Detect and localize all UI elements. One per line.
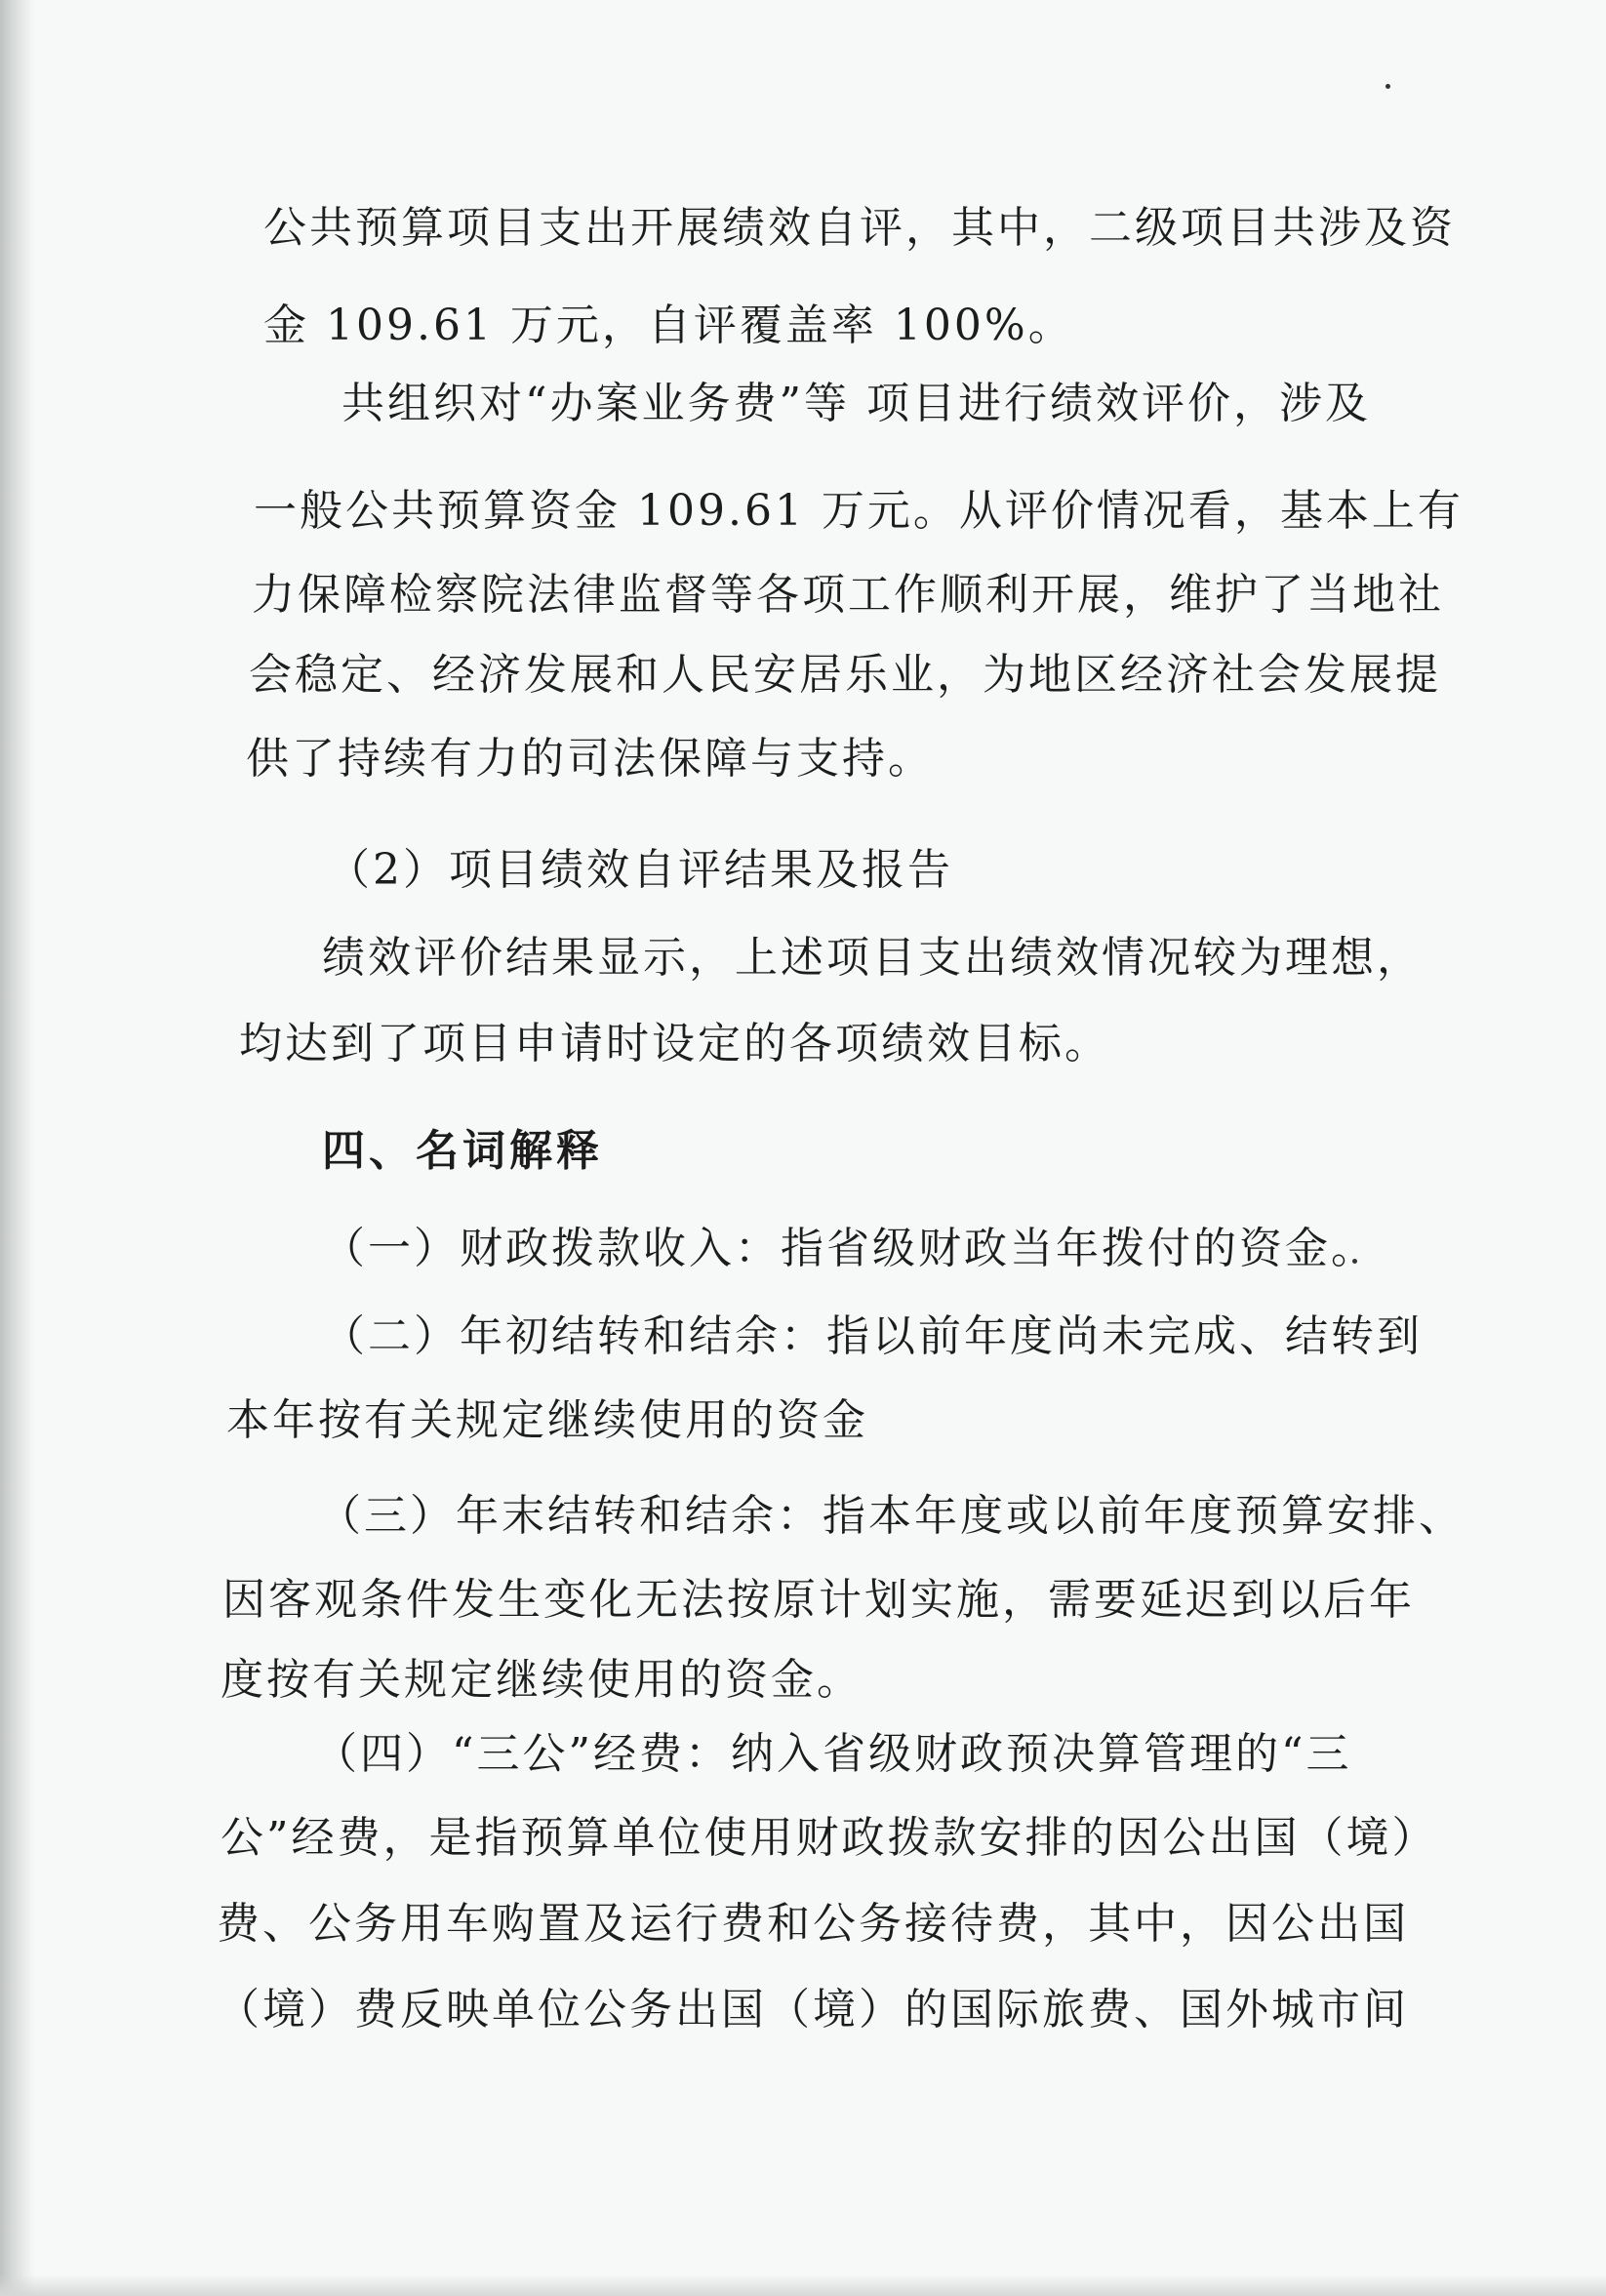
scan-shadow-left — [0, 0, 35, 2296]
text-line: 均达到了项目申请时设定的各项绩效目标。 — [239, 1019, 1110, 1068]
text-line: 会稳定、经济发展和人民安居乐业，为地区经济社会发展提 — [249, 650, 1441, 700]
text-line: 费、公务用车购置及运行费和公务接待费，其中，因公出国 — [217, 1899, 1409, 1949]
section-heading-glossary: 四、名词解释 — [322, 1126, 603, 1176]
text-line: 供了持续有力的司法保障与支持。 — [246, 734, 934, 784]
text-line: 因客观条件发生变化无法按原计划实施，需要延迟到以后年 — [222, 1575, 1415, 1625]
text-line: 绩效评价结果显示，上述项目支出绩效情况较为理想， — [322, 933, 1423, 983]
text-line: 本年按有关规定继续使用的资金 — [226, 1395, 868, 1445]
text-line: 公”经费，是指预算单位使用财政拨款安排的因公出国（境） — [221, 1813, 1438, 1863]
text-line: （一）财政拨款收入：指省级财政当年拨付的资金。 — [322, 1224, 1377, 1273]
subheading-self-evaluation-results: （2）项目绩效自评结果及报告 — [327, 845, 953, 895]
text-line: （四）“三公”经费：纳入省级财政预决算管理的“三 — [314, 1729, 1352, 1779]
text-line: （三）年末结转和结余：指本年度或以前年度预算安排、 — [318, 1491, 1465, 1541]
scan-speck — [1385, 84, 1390, 89]
text-line: 金 109.61 万元，自评覆盖率 100%。 — [263, 301, 1074, 350]
scan-shadow-bottom — [0, 2275, 1606, 2296]
text-line: （境）费反映单位公务出国（境）的国际旅费、国外城市间 — [217, 1985, 1409, 2034]
text-line: （二）年初结转和结余：指以前年度尚未完成、结转到 — [322, 1311, 1423, 1361]
text-line: 公共预算项目支出开展绩效自评，其中，二级项目共涉及资 — [263, 203, 1456, 253]
text-line: 度按有关规定继续使用的资金。 — [221, 1655, 863, 1705]
text-line: 一般公共预算资金 109.61 万元。从评价情况看，基本上有 — [254, 486, 1464, 536]
text-line: 共组织对“办案业务费”等 项目进行绩效评价，涉及 — [341, 379, 1371, 428]
text-line: 力保障检察院法律监督等各项工作顺利开展，维护了当地社 — [252, 570, 1444, 620]
